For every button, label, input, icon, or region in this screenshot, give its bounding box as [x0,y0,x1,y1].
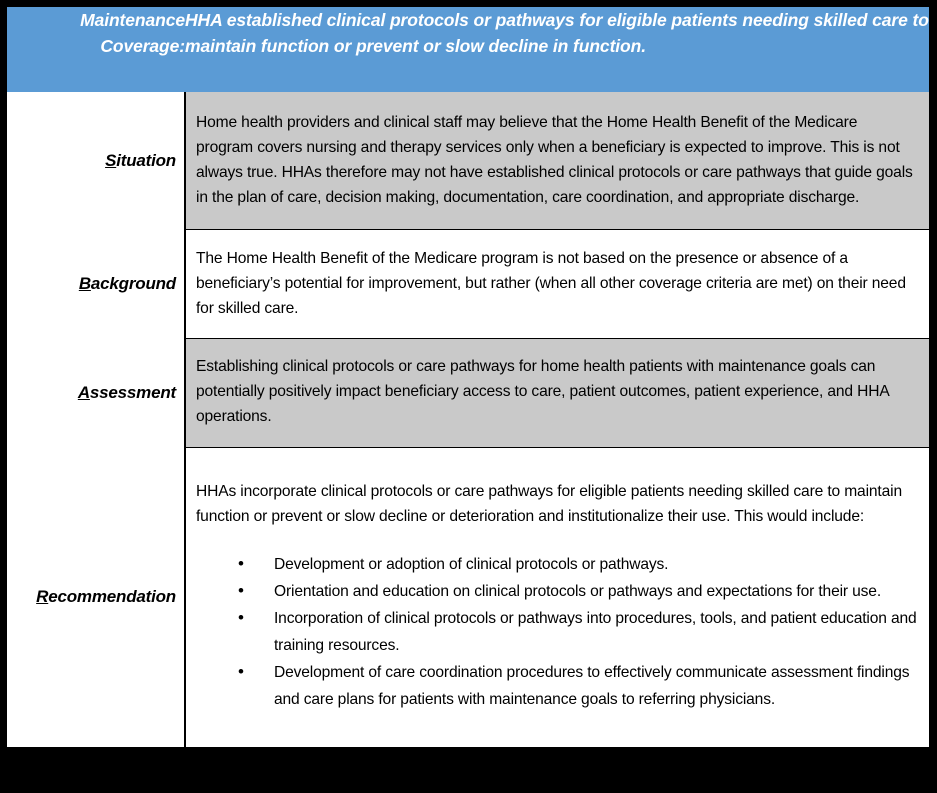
assessment-text: Establishing clinical protocols or care pathways for home health patients with maintenance goals can potentially positively impact beneficiary access to care, patient outcomes, patient experience, and HHA operations. [196,358,889,426]
row-label-recommendation-initial: R [36,587,49,607]
situation-text: Home health providers and clinical staff may believe that the Home Health Benefit of the Medicare program covers nursing and therapy services only when a beneficiary is expected to improve. This is not always true. HHAs therefore may not have established clinical protocols or care pathways that guide goals in the plan of care, decision making, documentation, care coordination, and appropriate discharge. [196,113,913,206]
row-body-background [185,230,929,339]
row-label-background [7,230,185,339]
row-label-situation-initial: S [105,150,117,170]
row-label-recommendation-rest: ecommendation [48,587,176,607]
table-row [7,230,929,339]
table-header-row [7,7,929,70]
row-label-assessment [7,338,185,447]
header-label-line2: Coverage: [100,36,185,56]
row-label-situation [7,92,185,230]
row-label-background-rest: ackground [90,274,176,294]
background-text: The Home Health Benefit of the Medicare program is not based on the presence or absence of a beneficiary’s potential for improvement, but rather (when all other coverage criteria are met) on their need for skilled care. [196,249,906,317]
table-row [7,338,929,447]
list-item: • Incorporation of clinical protocols or pathways into procedures, tools, and patient education and training resources. [196,605,917,659]
row-label-recommendation [7,447,185,747]
row-label-assessment-initial: A [77,382,90,402]
header-spacer-left [7,70,185,92]
list-item: • Development or adoption of clinical protocols or pathways. [196,551,917,578]
header-label-cell [7,7,185,70]
list-item: • Orientation and education on clinical protocols or pathways and expectations for their use. [196,578,917,605]
table-row [7,92,929,230]
recommendation-text: HHAs incorporate clinical protocols or care pathways for eligible patients needing skilled care to maintain function or prevent or slow decline or deterioration and institutionalize their use. This would include: [196,483,902,526]
row-label-situation-rest: ituation [116,150,176,170]
header-statement: HHA established clinical protocols or pathways for eligible patients needing skilled care to maintain function or prevent or slow decline in function. [185,7,929,70]
header-spacer-row [7,70,929,92]
header-spacer-right [185,70,929,92]
header-label-line1: Maintenance [80,10,185,30]
row-body-assessment [185,338,929,447]
row-label-background-initial: B [78,274,91,294]
recommendation-bullet-list [196,551,917,713]
row-body-situation [185,92,929,230]
table-row [7,447,929,747]
list-item: • Development of care coordination procedures to effectively communicate assessment findings and care plans for patients with maintenance goals to referring physicians. [196,659,917,713]
row-label-assessment-rest: ssessment [89,382,176,402]
sbar-table [7,7,929,747]
row-body-recommendation [185,447,929,747]
